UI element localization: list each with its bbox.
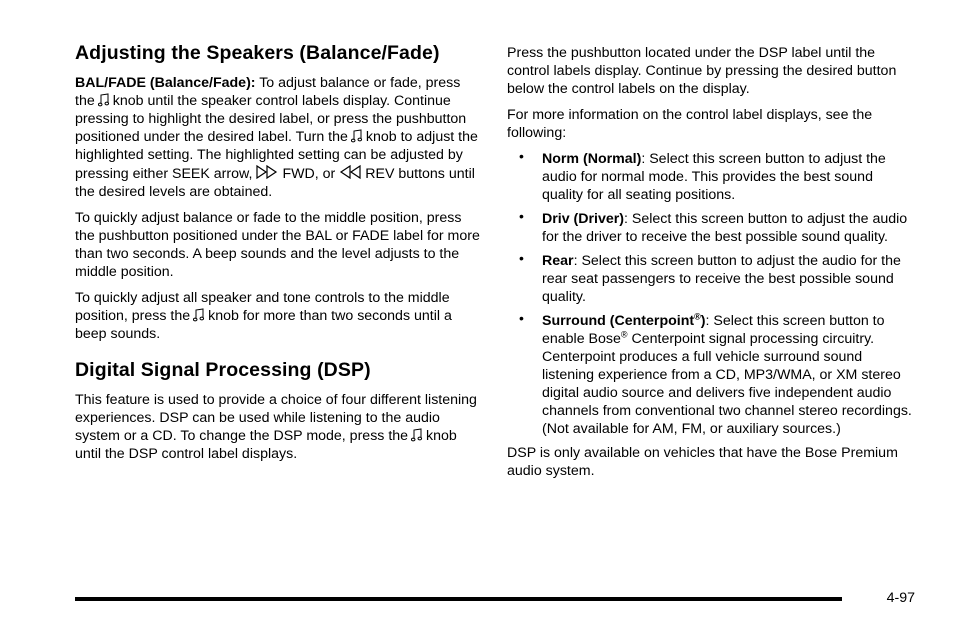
list-item: [507, 252, 912, 306]
term: Surround (Centerpoint: [542, 313, 695, 329]
text: REV buttons until the desired levels are obtained.: [75, 166, 475, 200]
text: knob for more than two seconds until a beep sounds.: [75, 308, 452, 342]
text: knob to adjust the highlighted setting. The highlighted setting can be adjusted by pressing either SEEK arrow,: [75, 129, 478, 182]
page-number: 4-97: [886, 590, 915, 606]
text: : Select this screen button to adjust the audio for the rear seat passengers to receive the best possible sound quality.: [542, 253, 901, 305]
term: Rear: [542, 253, 574, 269]
text: FWD, or: [282, 166, 336, 182]
text: knob until the speaker control labels display. Continue pressing to highlight the desired label, or press the pushbutton positioned under the desired label. Turn the: [75, 93, 467, 145]
paragraph-quick-balance: To quickly adjust balance or fade to the middle position, press the pushbutton positioned under the BAL or FADE label for more than two seconds. A beep sounds and the level adjusts to the middle position.: [75, 210, 480, 280]
text: Centerpoint signal processing circuitry. Centerpoint produces a full vehicle surround sound listening experience from a CD, MP3/WMA, or XM stereo digital audio source and delivers five independent audio channels from conventional two channel stereo recordings. (Not available for AM, FM, or auxiliary sources.): [542, 331, 912, 437]
paragraph-bal-fade: [75, 74, 480, 201]
bullet: •: [519, 208, 524, 224]
term: ): [700, 313, 706, 329]
text: This feature is used to provide a choice of four different listening experiences. DSP can be used while listening to the audio system or a CD. To change the DSP mode, press the: [75, 392, 477, 444]
text: To adjust balance or fade, press the: [75, 75, 461, 109]
bullet: •: [519, 250, 524, 266]
bullet: •: [519, 148, 524, 164]
dsp-mode-list: [507, 150, 912, 438]
text: : Select this screen button to enable Bose: [542, 313, 885, 347]
heading-speakers: Adjusting the Speakers (Balance/Fade): [75, 42, 440, 64]
list-item: [507, 150, 912, 204]
left-column: [75, 40, 480, 471]
music-note-knob-icon: [98, 93, 110, 107]
list-item: [507, 210, 912, 246]
text: To quickly adjust all speaker and tone controls to the middle position, press the: [75, 290, 450, 324]
registered-mark: ®: [620, 329, 628, 340]
music-note-knob-icon: [351, 129, 363, 143]
footer-rule: [75, 597, 842, 601]
text: : Select this screen button to adjust the audio for normal mode. This provides the best sound quality for all seating positions.: [542, 151, 886, 203]
paragraph-bose-note: DSP is only available on vehicles that have the Bose Premium audio system.: [507, 445, 898, 479]
term: Driv (Driver): [542, 211, 625, 227]
bal-fade-lead: BAL/FADE (Balance/Fade):: [75, 75, 256, 91]
list-item: [507, 312, 912, 438]
heading-dsp: Digital Signal Processing (DSP): [75, 359, 371, 381]
registered-mark: ®: [694, 311, 701, 322]
bullet: •: [519, 310, 524, 326]
term: Norm (Normal): [542, 151, 642, 167]
paragraph-dsp-intro: [75, 391, 480, 463]
text: knob until the DSP control label displays.: [75, 428, 457, 462]
paragraph-more-info: For more information on the control label displays, see the following:: [507, 107, 873, 141]
music-note-knob-icon: [193, 308, 205, 322]
right-column: [507, 44, 912, 488]
seek-rewind-icon: [338, 164, 362, 180]
music-note-knob-icon: [411, 428, 423, 442]
paragraph-quick-all: [75, 289, 480, 343]
text: : Select this screen button to adjust the audio for the driver to receive the best possible sound quality.: [542, 211, 908, 245]
seek-forward-icon: [255, 164, 279, 180]
paragraph-dsp-press: Press the pushbutton located under the DSP label until the control labels display. Continue by pressing the desired button below the control labels on the display.: [507, 45, 897, 97]
